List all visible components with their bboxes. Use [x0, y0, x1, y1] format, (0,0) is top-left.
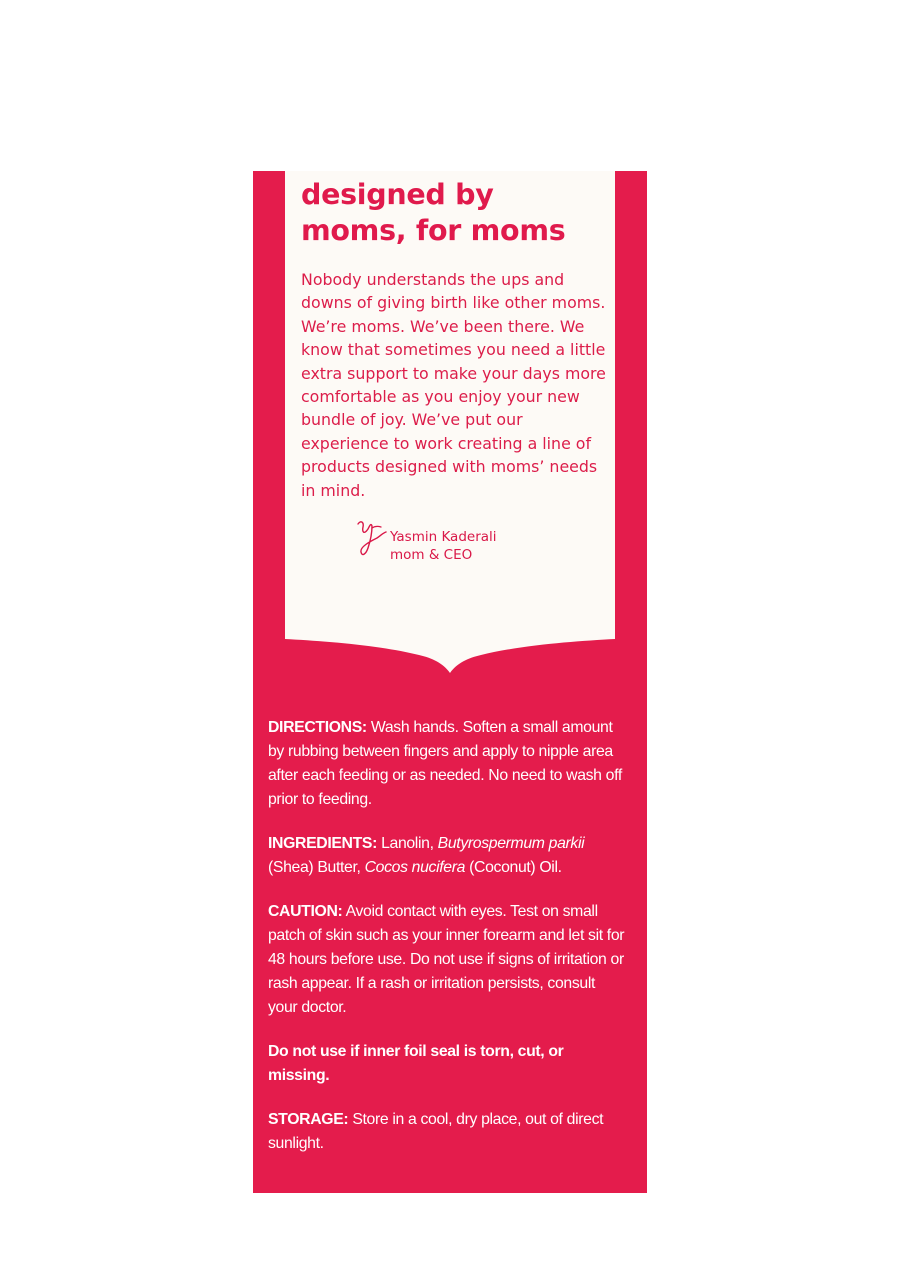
headline-line-2: moms, for moms [301, 214, 566, 247]
signature-title: mom & CEO [390, 547, 473, 564]
signature-name: Yasmin Kaderali [390, 529, 497, 546]
directions-text: Wash hands. Soften a small amount by rubbing between fingers and apply to nipple area after each feeding or as needed. No need to wash off prior to feeding. [268, 719, 622, 808]
product-box-side-panel [253, 171, 647, 1193]
caution-label: CAUTION: [268, 903, 343, 920]
ingredients-text-3: (Coconut) Oil. [465, 859, 562, 876]
storage-paragraph [268, 1108, 628, 1156]
headline-line-1: designed by [301, 178, 494, 211]
seal-warning: Do not use if inner foil seal is torn, cut, or missing. [268, 1043, 564, 1084]
panel-content [301, 177, 621, 574]
brand-story-text: Nobody understands the ups and downs of giving birth like other moms. We’re moms. We’ve been there. We know that sometimes you need a little extra support to make your days more comfortable as you enjoy your new bundle of joy. We’ve put our experience to work creating a line of products designed with moms’ needs in mind. [301, 270, 606, 500]
directions-label: DIRECTIONS: [268, 719, 367, 736]
storage-label: STORAGE: [268, 1111, 349, 1128]
signature-block [301, 518, 621, 574]
signature-caption [390, 528, 497, 564]
ingredients-text-2: (Shea) Butter, [268, 859, 365, 876]
headline [301, 177, 621, 249]
ingredients-latin-name-2: Cocos nucifera [364, 859, 466, 876]
ingredients-text-1: Lanolin, [377, 835, 438, 852]
caution-text: Avoid contact with eyes. Test on small patch of skin such as your inner forearm and let sit for 48 hours before use. Do not use if signs of irritation or rash appear. If a rash or irritation persists, consult your doctor. [268, 903, 625, 1016]
ingredients-paragraph [268, 832, 628, 880]
product-info-section [268, 716, 628, 1176]
caution-paragraph [268, 900, 628, 1020]
directions-paragraph [268, 716, 628, 812]
signature-icon [355, 516, 389, 560]
storage-text: Store in a cool, dry place, out of direct sunlight. [268, 1111, 604, 1152]
ingredients-label: INGREDIENTS: [268, 835, 378, 852]
ingredients-latin-name-1: Butyrospermum parkii [437, 835, 585, 852]
